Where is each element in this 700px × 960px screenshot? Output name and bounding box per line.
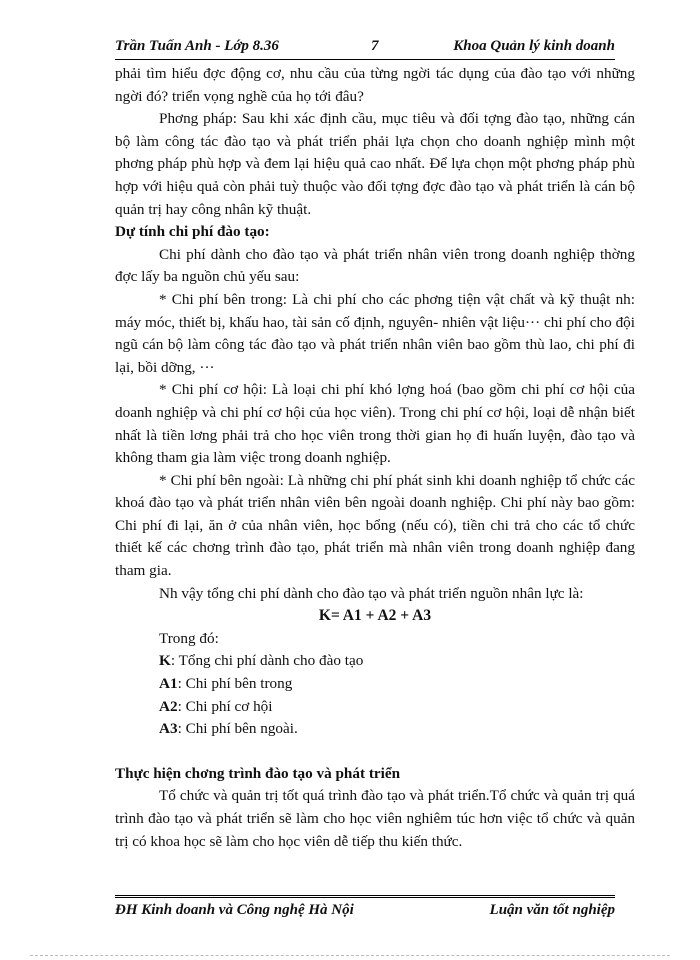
paragraph: Chi phí dành cho đào tạo và phát triển nhân viên trong doanh nghiệp thờng đợc lấy ba nguồn chủ yếu sau:	[115, 245, 635, 286]
spacer	[115, 741, 635, 763]
section-heading: Dự tính chi phí đào tạo:	[115, 223, 270, 241]
legend-symbol: A1	[159, 675, 178, 693]
document-body	[115, 63, 635, 853]
legend-item	[115, 673, 635, 696]
paragraph: * Chi phí bên ngoài: Là những chi phí phát sinh khi doanh nghiệp tổ chức các khoá đào tạo và phát triển nhân viên bên ngoài doanh nghiệp. Chi phí này bao gồm: Chi phí đi lại, ăn ở của nhân viên, học bổng (nếu có), tiền chi trả cho các tổ chức thiết kế các chơng trình đào tạo, phát triển mà nhân viên trong doanh nghiệp đang tham gia.	[115, 471, 635, 580]
header-faculty: Khoa Quản lý kinh doanh	[453, 38, 615, 54]
legend-desc: : Chi phí bên trong	[177, 675, 293, 693]
page-break-indicator	[30, 955, 670, 956]
legend-item	[115, 696, 635, 719]
legend-item	[115, 718, 635, 741]
paragraph: Tổ chức và quản trị tốt quá trình đào tạo và phát triển.Tổ chức và quản trị quá trình đào tạo và phát triển sẽ làm cho học viên nghiêm túc hơn việc tổ chức và quản trị có khoa học sẽ làm cho học viên dễ tiếp thu kiến thức.	[115, 787, 635, 850]
legend-symbol: A2	[159, 697, 178, 715]
footer-rule	[115, 897, 615, 898]
legend-symbol: K	[159, 652, 171, 670]
formula-where-label: Trong đó:	[159, 629, 219, 647]
footer-doc-type: Luận văn tốt nghiệp	[489, 902, 615, 918]
header-author: Trần Tuấn Anh - Lớp 8.36	[115, 38, 279, 54]
header-page-number: 7	[371, 38, 379, 54]
paragraph: Phơng pháp: Sau khi xác định cầu, mục tiêu và đối tợng đào tạo, những cán bộ làm công tác đào tạo và phát triển phải lựa chọn cho doanh nghiệp mình một phơng pháp phù hợp và đem lại hiệu quả cao nhất. Để lựa chọn một phơng pháp phù hợp với hiệu quả còn phải tuỳ thuộc vào đối tợng đợc đào tạo và phát triển là cán bộ quản trị hay công nhân kỹ thuật.	[115, 110, 635, 218]
legend-desc: : Tổng chi phí dành cho đào tạo	[170, 652, 364, 670]
paragraph: * Chi phí bên trong: Là chi phí cho các phơng tiện vật chất và kỹ thuật nh: máy móc, thiết bị, khấu hao, tài sản cố định, nguyên- nhiên vật liệu··· chi phí cho đội ngũ cán bộ làm công tác đào tạo và phát triển nhân viên bao gồm thù lao, chi phí đi lại, bồi dỡng, ···	[115, 290, 635, 376]
header-rule	[115, 59, 615, 60]
page-footer	[115, 902, 615, 924]
paragraph: * Chi phí cơ hội: Là loại chi phí khó lợng hoá (bao gồm chi phí cơ hội của doanh nghiệp và chi phí cơ hội của học viên). Trong chi phí cơ hội, loại dễ nhận biết nhất là tiền lơng phải trả cho học viên trong thời gian họ đi huấn luyện, đào tạo và không tham gia làm việc trong doanh nghiệp.	[115, 381, 635, 467]
cost-formula: K= A1 + A2 + A3	[318, 607, 432, 625]
paragraph: phải tìm hiểu đợc động cơ, nhu cầu của từng ngời tác dụng của đào tạo với những ngời đó? triển vọng nghề của họ tới đâu?	[115, 65, 635, 105]
section-heading: Thực hiện chơng trình đào tạo và phát triển	[115, 764, 401, 782]
legend-desc: : Chi phí cơ hội	[177, 697, 273, 715]
legend-desc: : Chi phí bên ngoài.	[177, 720, 298, 738]
paragraph: Nh vậy tổng chi phí dành cho đào tạo và phát triển nguồn nhân lực là:	[159, 584, 584, 602]
footer-university: ĐH Kinh doanh và Công nghệ Hà Nội	[115, 902, 354, 918]
legend-item	[115, 650, 635, 673]
page-header	[115, 38, 615, 60]
legend-symbol: A3	[159, 720, 178, 738]
footer-rule	[115, 895, 615, 896]
